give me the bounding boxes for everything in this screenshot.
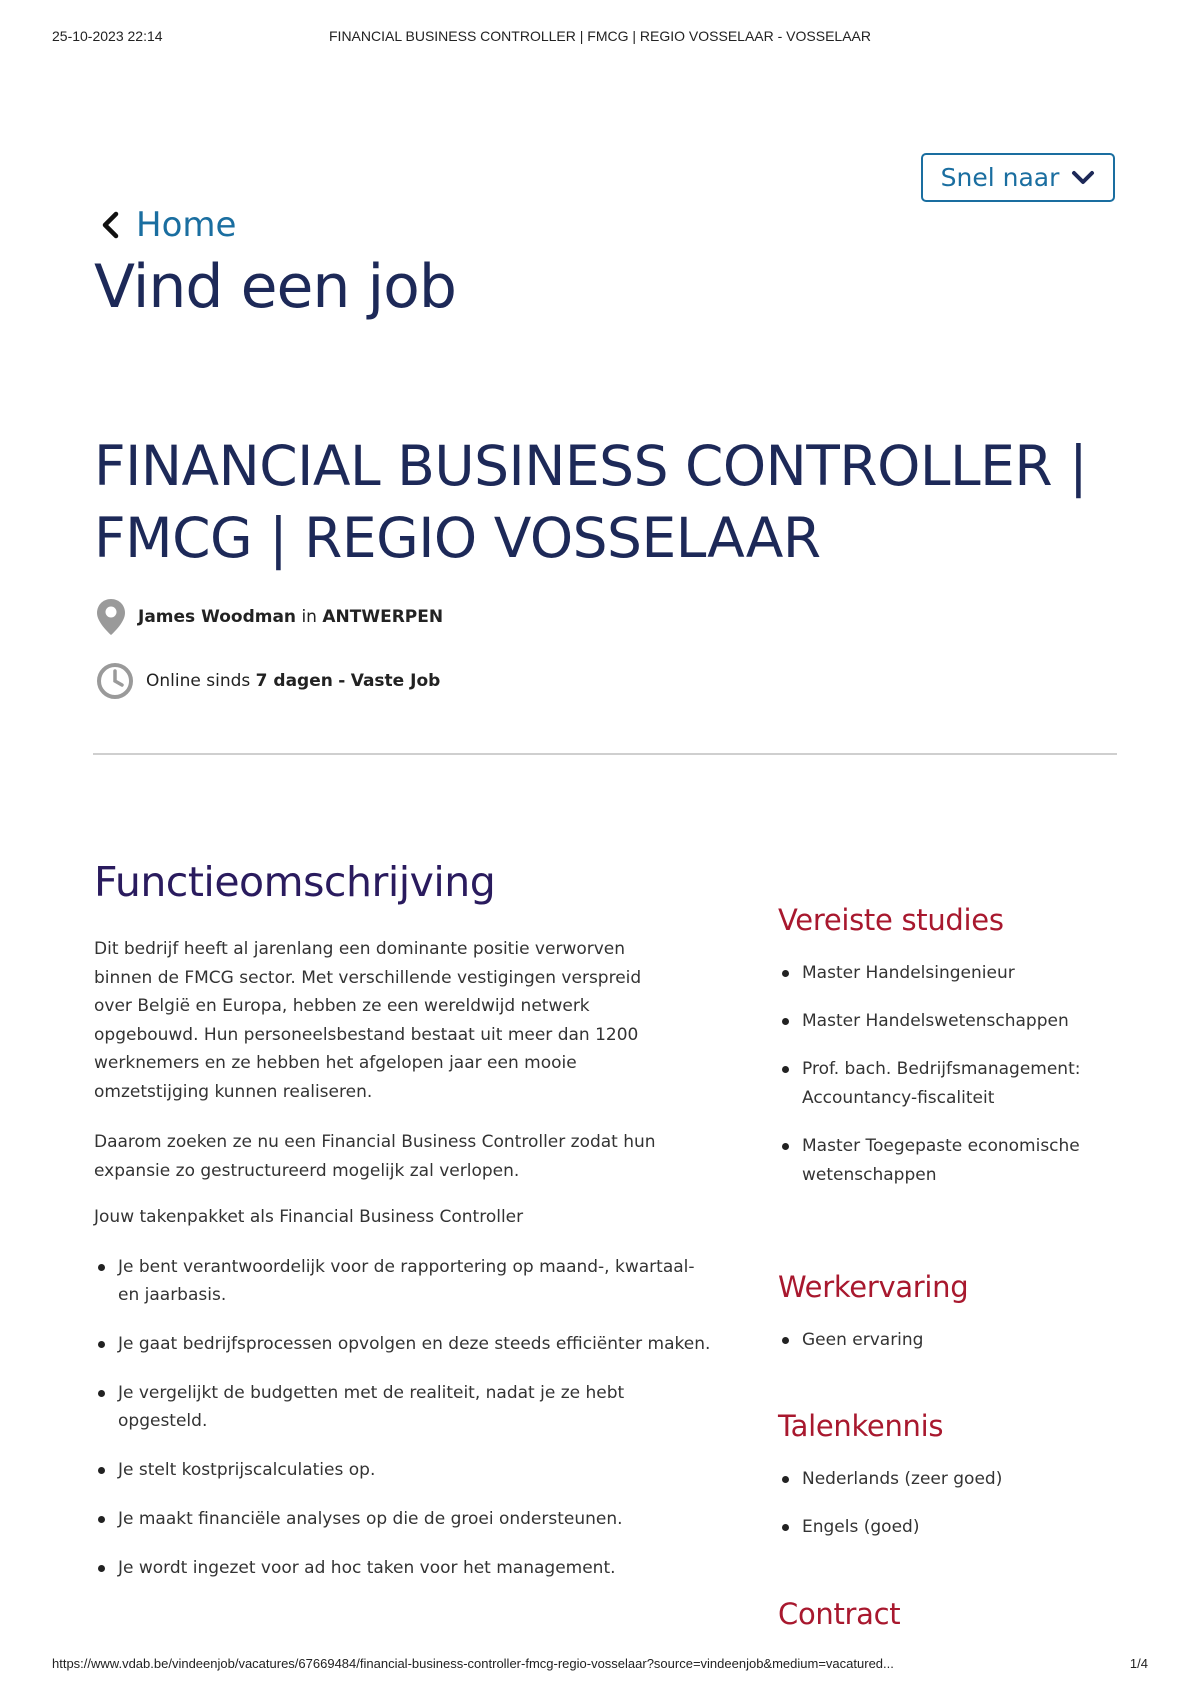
snel-naar-label: Snel naar	[940, 163, 1060, 192]
task-item: Je wordt ingezet voor ad hoc taken voor het management.	[118, 1554, 718, 1582]
werkervaring-section	[778, 1270, 1108, 1374]
job-online-info	[96, 662, 440, 700]
divider	[93, 753, 1117, 755]
chevron-left-icon	[100, 211, 122, 239]
job-title: FINANCIAL BUSINESS CONTROLLER | FMCG | REGIO VOSSELAAR	[94, 434, 1088, 570]
language-item: Engels (goed)	[802, 1513, 1108, 1542]
chevron-down-icon	[1071, 166, 1095, 190]
task-item: Je bent verantwoordelijk voor de rapportering op maand-, kwartaal- en jaarbasis.	[118, 1253, 718, 1309]
breadcrumb-home-link[interactable]	[100, 205, 236, 245]
in-word: in	[301, 607, 317, 627]
werkervaring-item: Geen ervaring	[802, 1326, 1108, 1355]
print-document-title: FINANCIAL BUSINESS CONTROLLER | FMCG | REGIO VOSSELAAR - VOSSELAAR	[329, 28, 871, 44]
task-item: Je gaat bedrijfsprocessen opvolgen en deze steeds efficiënter maken.	[118, 1330, 718, 1358]
job-type: Vaste Job	[350, 671, 441, 691]
print-url: https://www.vdab.be/vindeenjob/vacatures/67669484/financial-business-controller-fmcg-regio-vosselaar?source=vindeenjob&medium=vacatured...	[52, 1656, 894, 1671]
online-separator: -	[338, 671, 346, 691]
company-name: James Woodman	[138, 607, 297, 627]
home-label: Home	[136, 205, 237, 245]
print-footer	[52, 1656, 1148, 1676]
study-item: Master Handelswetenschappen	[802, 1007, 1108, 1036]
talenkennis-section	[778, 1409, 1108, 1561]
job-company-location	[96, 598, 443, 636]
task-item: Je vergelijkt de budgetten met de realiteit, nadat je ze hebt opgesteld.	[118, 1379, 718, 1435]
description-paragraph: Dit bedrijf heeft al jarenlang een dominante positie verworven binnen de FMCG sector. Met verschillende vestigingen verspreid over België en Europa, hebben ze een wereldwijd netwerk opgebouwd. Hun personeelsbestand bestaat uit meer dan 1200 werknemers en ze hebben het afgelopen jaar een mooie omzetstijging kunnen realiseren.	[94, 939, 642, 1102]
page-title: Vind een job	[94, 252, 456, 322]
werkervaring-heading: Werkervaring	[778, 1270, 969, 1304]
location-pin-icon	[96, 598, 126, 636]
print-header	[52, 28, 1148, 48]
online-prefix: Online sinds	[146, 671, 251, 691]
clock-icon	[96, 662, 134, 700]
task-item: Je maakt financiële analyses op die de groei ondersteunen.	[118, 1505, 718, 1533]
talenkennis-heading: Talenkennis	[778, 1409, 944, 1443]
contract-heading: Contract	[778, 1597, 901, 1631]
functieomschrijving-heading: Functieomschrijving	[94, 858, 496, 906]
online-duration: 7 dagen	[255, 671, 333, 691]
location-name: ANTWERPEN	[322, 607, 444, 627]
contract-section	[778, 1597, 1108, 1653]
print-datetime: 25-10-2023 22:14	[52, 28, 163, 44]
description-paragraph: Daarom zoeken ze nu een Financial Business Controller zodat hun expansie zo gestructureerd mogelijk zal verlopen.	[94, 1132, 656, 1181]
study-item: Master Handelsingenieur	[802, 959, 1108, 988]
studies-heading: Vereiste studies	[778, 903, 1004, 937]
description-paragraph: Jouw takenpakket als Financial Business Controller	[94, 1207, 524, 1227]
snel-naar-button[interactable]	[921, 153, 1115, 202]
task-list	[94, 1253, 718, 1603]
language-item: Nederlands (zeer goed)	[802, 1465, 1108, 1494]
studies-section	[778, 903, 1108, 1209]
study-item: Master Toegepaste economische wetenschappen	[802, 1132, 1108, 1190]
study-item: Prof. bach. Bedrijfsmanagement: Accountancy-fiscaliteit	[802, 1055, 1108, 1113]
task-item: Je stelt kostprijscalculaties op.	[118, 1456, 718, 1484]
print-page-number: 1/4	[1129, 1656, 1148, 1671]
